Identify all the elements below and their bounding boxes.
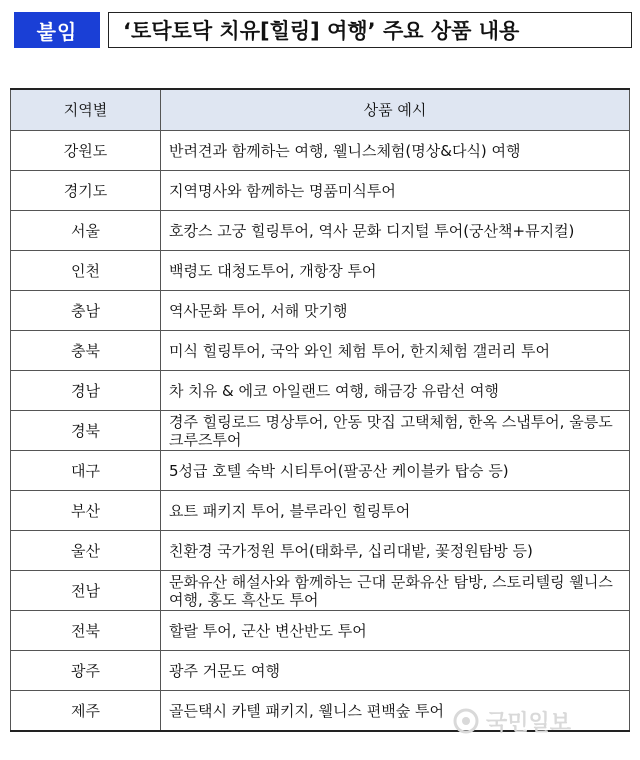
products-cell: 광주 거문도 여행 bbox=[161, 651, 630, 691]
region-cell: 인천 bbox=[11, 251, 161, 291]
region-cell: 울산 bbox=[11, 531, 161, 571]
table-row bbox=[11, 291, 630, 331]
region-cell: 충북 bbox=[11, 331, 161, 371]
products-cell: 반려견과 함께하는 여행, 웰니스체험(명상&다식) 여행 bbox=[161, 131, 630, 171]
region-cell: 전북 bbox=[11, 611, 161, 651]
table-row bbox=[11, 331, 630, 371]
table-row bbox=[11, 171, 630, 211]
header-region: 지역별 bbox=[11, 89, 161, 131]
products-cell: 역사문화 투어, 서해 맛기행 bbox=[161, 291, 630, 331]
attachment-badge-label: 붙임 bbox=[36, 19, 78, 44]
region-cell: 대구 bbox=[11, 451, 161, 491]
region-cell: 경기도 bbox=[11, 171, 161, 211]
region-cell: 광주 bbox=[11, 651, 161, 691]
document-title-box bbox=[108, 12, 632, 48]
table-row bbox=[11, 651, 630, 691]
region-cell: 부산 bbox=[11, 491, 161, 531]
products-cell: 5성급 호텔 숙박 시티투어(팔공산 케이블카 탑승 등) bbox=[161, 451, 630, 491]
table-row bbox=[11, 411, 630, 451]
products-cell: 친환경 국가정원 투어(태화루, 십리대밭, 꽃정원탐방 등) bbox=[161, 531, 630, 571]
products-cell: 차 치유 & 에코 아일랜드 여행, 해금강 유람선 여행 bbox=[161, 371, 630, 411]
products-cell: 경주 힐링로드 명상투어, 안동 맛집 고택체험, 한옥 스냅투어, 울릉도 크루즈투어 bbox=[161, 411, 630, 451]
document-title: ‘토닥토닥 치유[힐링] 여행’ 주요 상품 내용 bbox=[123, 19, 520, 43]
table-row bbox=[11, 571, 630, 611]
table-row bbox=[11, 211, 630, 251]
header-products: 상품 예시 bbox=[161, 89, 630, 131]
region-cell: 충남 bbox=[11, 291, 161, 331]
watermark-text: 국민일보 bbox=[486, 710, 572, 736]
region-cell: 경북 bbox=[11, 411, 161, 451]
products-cell: 골든택시 카텔 패키지, 웰니스 편백숲 투어 bbox=[161, 691, 630, 732]
table-row bbox=[11, 611, 630, 651]
products-cell: 요트 패키지 투어, 블루라인 힐링투어 bbox=[161, 491, 630, 531]
table-row bbox=[11, 251, 630, 291]
table-header-row bbox=[11, 89, 630, 131]
products-cell: 할랄 투어, 군산 변산반도 투어 bbox=[161, 611, 630, 651]
region-cell: 제주 bbox=[11, 691, 161, 732]
products-cell: 백령도 대청도투어, 개항장 투어 bbox=[161, 251, 630, 291]
table-row bbox=[11, 531, 630, 571]
table-row bbox=[11, 131, 630, 171]
region-cell: 경남 bbox=[11, 371, 161, 411]
table-row bbox=[11, 691, 630, 732]
region-cell: 전남 bbox=[11, 571, 161, 611]
table-row bbox=[11, 451, 630, 491]
products-cell: 문화유산 해설사와 함께하는 근대 문화유산 탐방, 스토리텔링 웰니스 여행, 홍도 흑산도 투어 bbox=[161, 571, 630, 611]
attachment-badge bbox=[14, 12, 100, 48]
table-row bbox=[11, 491, 630, 531]
products-cell: 호캉스 고궁 힐링투어, 역사 문화 디지털 투어(궁산책+뮤지컬) bbox=[161, 211, 630, 251]
product-table bbox=[10, 88, 630, 732]
products-cell: 미식 힐링투어, 국악 와인 체험 투어, 한지체험 갤러리 투어 bbox=[161, 331, 630, 371]
table-row bbox=[11, 371, 630, 411]
products-cell: 지역명사와 함께하는 명품미식투어 bbox=[161, 171, 630, 211]
region-cell: 서울 bbox=[11, 211, 161, 251]
region-cell: 강원도 bbox=[11, 131, 161, 171]
